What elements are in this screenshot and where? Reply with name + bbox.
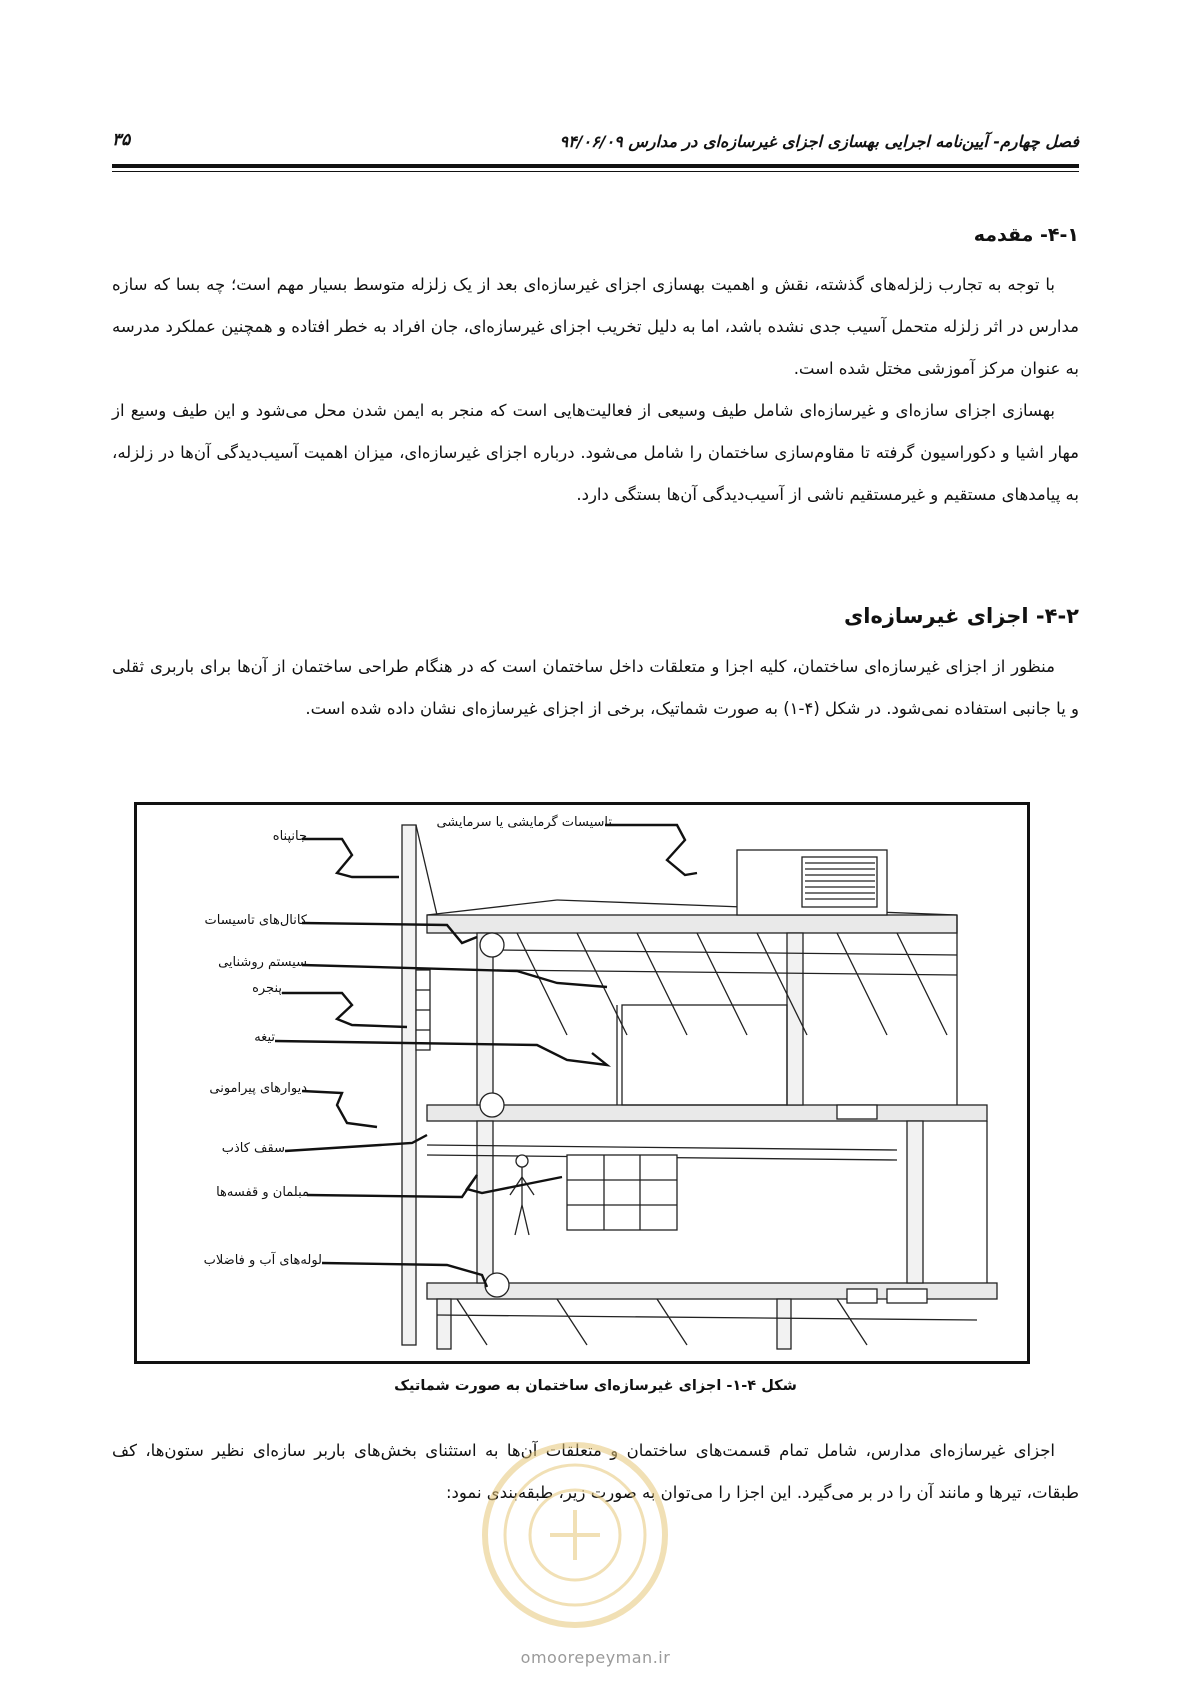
label-parapet: جانپناه — [272, 829, 307, 844]
leader-parapet — [302, 839, 399, 877]
leader-lighting — [302, 965, 607, 987]
leader-partition — [275, 1041, 607, 1065]
label-partition: تیغه — [254, 1030, 275, 1045]
watermark-seal-icon — [470, 1430, 680, 1640]
figure-caption: شکل ۴-۱- اجزای غیرسازه‌ای ساختمان به صورت شماتیک — [394, 1378, 797, 1394]
label-false-ceiling: سقف کاذب — [221, 1141, 285, 1156]
heading-nonstructural: ۴-۲- اجزای غیرسازه‌ای — [844, 604, 1079, 628]
section-introduction — [112, 224, 1079, 516]
label-perimeter-walls: دیوارهای پیرامونی — [209, 1081, 307, 1096]
leader-perimeter — [302, 1091, 377, 1127]
heading-introduction: ۴-۱- مقدمه — [973, 224, 1079, 246]
section-nonstructural — [112, 604, 1079, 730]
paragraph-intro-2: بهسازی اجزای سازه‌ای و غیرسازه‌ای شامل طیف وسیعی از فعالیت‌هایی است که منجر به ایمن شدن محل می‌شود و این طیف وسیع از مهار اشیا و دکوراسیون گرفته تا مقاوم‌سازی ساختمان را شامل می‌شود. درباره اجزای غیرسازه‌ای، میزان اهمیت آسیب‌دیدگی آن‌ها در زلزله، به پیامدهای مستقیم و غیرمستقیم ناشی از آسیب‌دیدگی آن‌ها بستگی دارد. — [112, 401, 1079, 504]
figure-schematic — [134, 802, 1030, 1364]
header-title: فصل چهارم- آیین‌نامه اجرایی بهسازی اجزای غیرسازه‌ای در مدارس ۹۴/۰۶/۰۹ — [559, 132, 1079, 151]
label-furniture: مبلمان و قفسه‌ها — [216, 1185, 309, 1200]
watermark-text: omoorepeyman.ir — [520, 1648, 671, 1667]
page-header — [112, 128, 1079, 162]
header-rule-thick — [112, 164, 1079, 168]
label-ducts: کانال‌های تاسیسات — [204, 913, 307, 928]
label-window: پنجره — [252, 981, 282, 996]
label-hvac: تاسیسات گرمایشی یا سرمایشی — [436, 815, 612, 830]
header-rule-thin — [112, 171, 1079, 172]
paragraph-intro-1: با توجه به تجارب زلزله‌های گذشته، نقش و اهمیت بهسازی اجزای غیرسازه‌ای بعد از یک زلزله متوسط بسیار مهم است؛ چه بسا که سازه مدارس در اثر زلزله متحمل آسیب جدی نشده باشد، اما به دلیل تخریب اجزای غیرسازه‌ای، جان افراد به خطر افتاده و همچنین عملکرد مدرسه به عنوان مرکز آموزشی مختل شده است. — [112, 275, 1079, 378]
leader-furniture — [307, 1175, 562, 1197]
page-number: ۳۵ — [112, 130, 131, 150]
leader-window — [282, 993, 407, 1027]
leader-hvac — [605, 825, 697, 875]
label-pipes: لوله‌های آب و فاضلاب — [203, 1253, 322, 1268]
paragraph-nonstructural-1: منظور از اجزای غیرسازه‌ای ساختمان، کلیه اجزا و متعلقات داخل ساختمان است که در هنگام طراحی ساختمان از آن‌ها برای باربری ثقلی و یا جانبی استفاده نمی‌شود. در شکل (۴-۱) به صورت شماتیک، برخی از اجزای غیرسازه‌ای نشان داده شده است. — [112, 657, 1079, 718]
paragraph-classification-1: اجزای غیرسازه‌ای مدارس، شامل تمام قسمت‌های ساختمان و متعلقات آن‌ها به استثنای بخش‌های باربر سازه‌ای نظیر ستون‌ها، کف طبقات، تیرها و مانند آن را در بر می‌گیرد. این اجزا را می‌توان به صورت زیر، طبقه‌بندی نمود: — [112, 1441, 1079, 1502]
label-lighting: سیستم روشنایی — [218, 955, 307, 970]
